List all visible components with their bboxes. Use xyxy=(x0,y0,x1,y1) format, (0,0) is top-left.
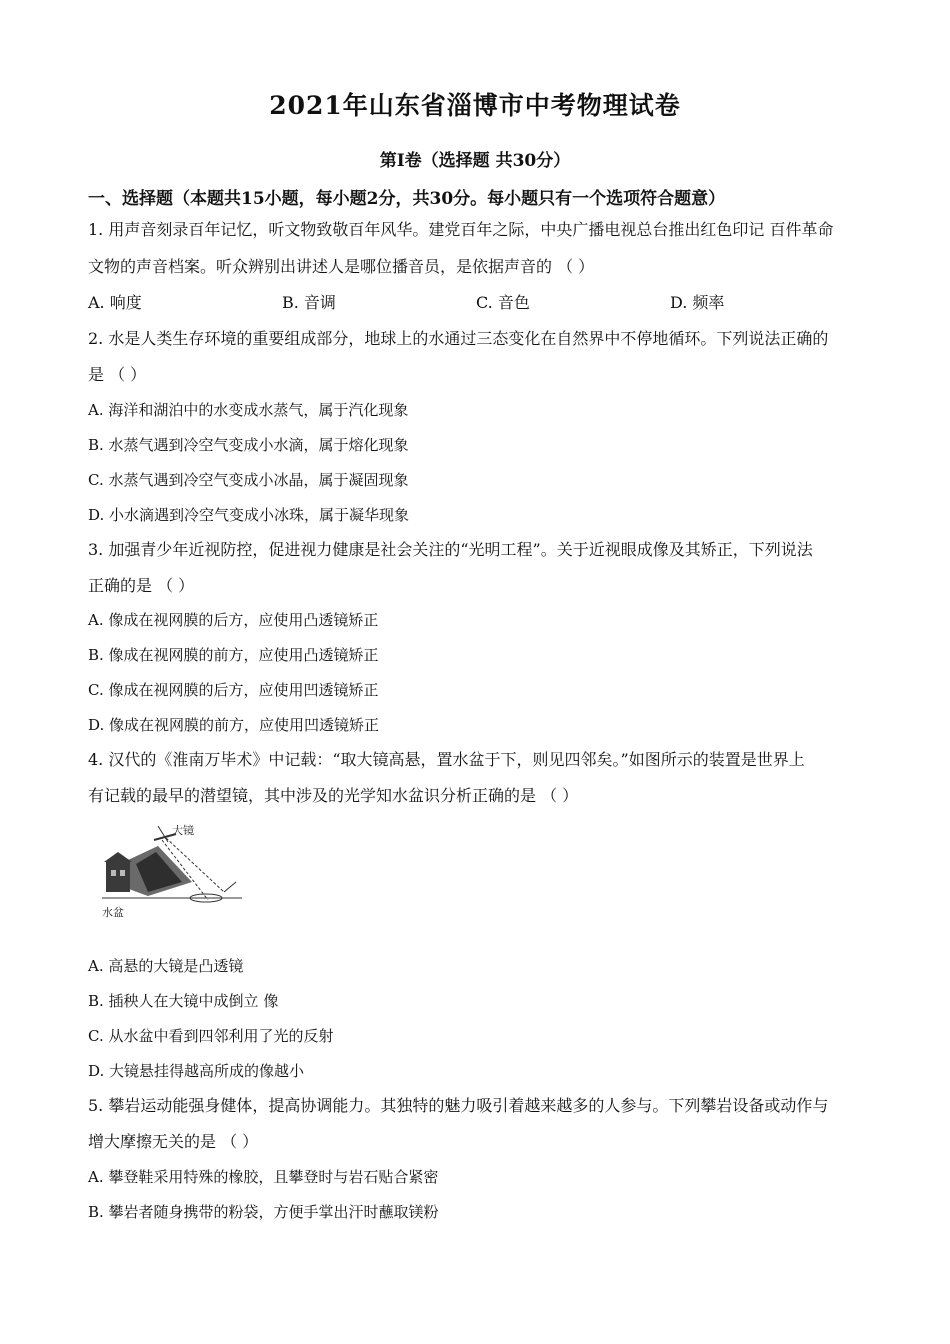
house-icon xyxy=(104,852,132,892)
q5-option-b: B. 攀岩者随身携带的粉袋，方便手掌出汗时蘸取镁粉 xyxy=(88,1203,439,1221)
q4-stem-line1: 4. 汉代的《淮南万毕术》中记载：“取大镜高悬，置水盆于下，则见四邻矣。”如图所示的装置是世界上 xyxy=(88,750,805,769)
q1-options xyxy=(88,292,878,314)
exam-title: 2021年山东省淄博市中考物理试卷 xyxy=(269,91,681,120)
q4-option-a: A. 高悬的大镜是凸透镜 xyxy=(88,957,244,975)
q4-stem-line2: 有记载的最早的潜望镜，其中涉及的光学知水盆识分析正确的是 （ ） xyxy=(88,786,579,805)
q3-option-c: C. 像成在视网膜的后方，应使用凹透镜矫正 xyxy=(88,681,379,699)
q4-option-b: B. 插秧人在大镜中成倒立 像 xyxy=(88,992,279,1010)
q3-option-a: A. 像成在视网膜的后方，应使用凸透镜矫正 xyxy=(88,611,379,629)
q2-option-b: B. 水蒸气遇到冷空气变成小水滴，属于熔化现象 xyxy=(88,436,409,454)
q2-stem-line2: 是 （ ） xyxy=(88,365,147,384)
q1-option-c: C. 音色 xyxy=(476,293,530,312)
figure-label-mirror: 大镜 xyxy=(172,824,194,837)
q1-option-a: A. 响度 xyxy=(88,293,142,312)
q1-stem-line1: 1. 用声音刻录百年记忆，听文物致敬百年风华。建党百年之际，中央广播电视总台推出红色印记 百件革命 xyxy=(88,220,834,239)
q1-option-b: B. 音调 xyxy=(282,293,336,312)
q5-option-a: A. 攀登鞋采用特殊的橡胶，且攀登时与岩石贴合紧密 xyxy=(88,1168,439,1186)
section-heading: 一、选择题（本题共15小题，每小题2分，共30分。每小题只有一个选项符合题意） xyxy=(88,189,726,209)
q2-option-a: A. 海洋和湖泊中的水变成水蒸气，属于汽化现象 xyxy=(88,401,409,419)
q5-stem-line2: 增大摩擦无关的是 （ ） xyxy=(88,1132,259,1151)
q3-stem-line1: 3. 加强青少年近视防控，促进视力健康是社会关注的“光明工程”。关于近视眼成像及其矫正，下列说法 xyxy=(88,540,813,559)
q2-stem-line1: 2. 水是人类生存环境的重要组成部分，地球上的水通过三态变化在自然界中不停地循环。下列说法正确的 xyxy=(88,329,829,348)
q2-option-c: C. 水蒸气遇到冷空气变成小冰晶，属于凝固现象 xyxy=(88,471,409,489)
periscope-figure xyxy=(96,822,246,922)
q3-option-d: D. 像成在视网膜的前方，应使用凹透镜矫正 xyxy=(88,716,380,734)
q1-option-d: D. 频率 xyxy=(670,293,725,312)
part-heading: 第I卷（选择题 共30分） xyxy=(379,151,571,171)
figure-label-basin: 水盆 xyxy=(102,906,124,919)
q3-stem-line2: 正确的是 （ ） xyxy=(88,576,195,595)
q2-option-d: D. 小水滴遇到冷空气变成小冰珠，属于凝华现象 xyxy=(88,506,410,524)
q3-option-b: B. 像成在视网膜的前方，应使用凸透镜矫正 xyxy=(88,646,379,664)
q1-stem-line2: 文物的声音档案。听众辨别出讲述人是哪位播音员，是依据声音的 （ ） xyxy=(88,257,595,276)
q4-option-c: C. 从水盆中看到四邻利用了光的反射 xyxy=(88,1027,334,1045)
q5-stem-line1: 5. 攀岩运动能强身健体，提高协调能力。其独特的魅力吸引着越来越多的人参与。下列攀岩设备或动作与 xyxy=(88,1096,829,1115)
q4-option-d: D. 大镜悬挂得越高所成的像越小 xyxy=(88,1062,305,1080)
